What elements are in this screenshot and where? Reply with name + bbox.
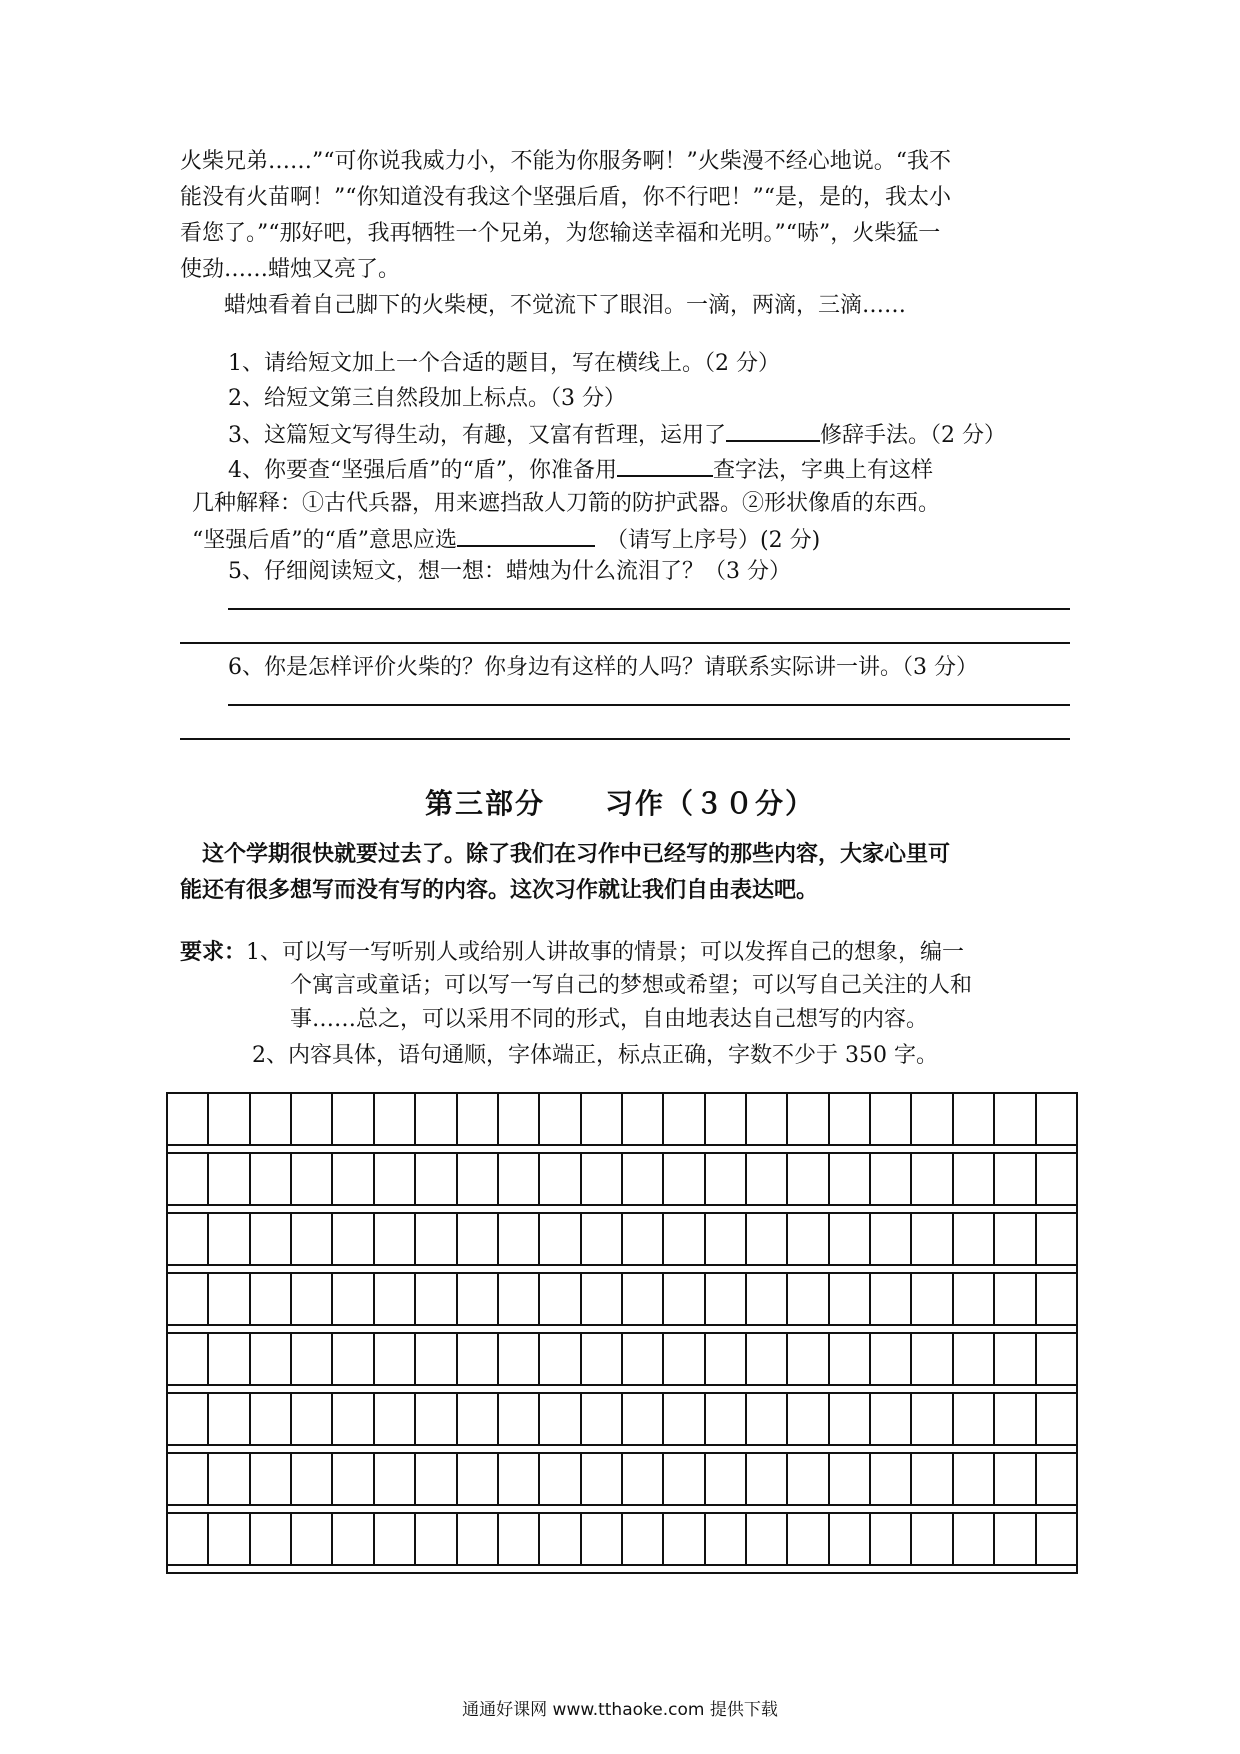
grid-cell[interactable] <box>1037 1514 1076 1564</box>
grid-cell[interactable] <box>251 1514 292 1564</box>
grid-row <box>166 1512 1078 1564</box>
grid-row <box>166 1092 1078 1144</box>
grid-cell[interactable] <box>292 1274 333 1324</box>
grid-cell[interactable] <box>954 1154 995 1204</box>
grid-cell[interactable] <box>830 1214 871 1264</box>
grid-cell[interactable] <box>209 1454 250 1504</box>
grid-cell[interactable] <box>954 1454 995 1504</box>
grid-cell[interactable] <box>582 1274 623 1324</box>
grid-row <box>166 1272 1078 1324</box>
grid-cell[interactable] <box>540 1514 581 1564</box>
grid-row-spacer <box>166 1324 1078 1332</box>
grid-cell[interactable] <box>995 1274 1036 1324</box>
grid-cell[interactable] <box>912 1274 953 1324</box>
story-line-3: 看您了。”“那好吧，我再牺牲一个兄弟，为您输送幸福和光明。”“哧”，火柴猛一 <box>180 221 941 246</box>
grid-cell[interactable] <box>499 1454 540 1504</box>
section-3-title: 第三部分 习作（３０分） <box>424 787 815 820</box>
grid-cell[interactable] <box>912 1454 953 1504</box>
grid-cell[interactable] <box>871 1094 912 1144</box>
grid-cell[interactable] <box>416 1214 457 1264</box>
grid-cell[interactable] <box>375 1334 416 1384</box>
requirement-2: 2、内容具体，语句通顺，字体端正，标点正确，字数不少于 350 字。 <box>252 1043 938 1068</box>
grid-cell[interactable] <box>251 1454 292 1504</box>
grid-cell[interactable] <box>747 1454 788 1504</box>
grid-cell[interactable] <box>912 1214 953 1264</box>
grid-cell[interactable] <box>333 1094 374 1144</box>
grid-cell[interactable] <box>458 1094 499 1144</box>
grid-cell[interactable] <box>292 1334 333 1384</box>
grid-cell[interactable] <box>871 1214 912 1264</box>
grid-row-spacer <box>166 1204 1078 1212</box>
grid-cell[interactable] <box>788 1394 829 1444</box>
grid-cell[interactable] <box>995 1154 1036 1204</box>
answer-blank-q3[interactable] <box>726 418 820 442</box>
grid-cell[interactable] <box>623 1094 664 1144</box>
grid-cell[interactable] <box>747 1274 788 1324</box>
grid-cell[interactable] <box>251 1334 292 1384</box>
grid-cell[interactable] <box>458 1514 499 1564</box>
grid-cell[interactable] <box>830 1514 871 1564</box>
grid-cell[interactable] <box>664 1334 705 1384</box>
question-5: 5、仔细阅读短文，想一想：蜡烛为什么流泪了？（3 分） <box>228 559 791 584</box>
grid-cell[interactable] <box>1037 1154 1076 1204</box>
grid-cell[interactable] <box>623 1334 664 1384</box>
grid-cell[interactable] <box>582 1514 623 1564</box>
grid-cell[interactable] <box>292 1154 333 1204</box>
grid-cell[interactable] <box>499 1154 540 1204</box>
grid-cell[interactable] <box>458 1154 499 1204</box>
grid-cell[interactable] <box>251 1274 292 1324</box>
grid-cell[interactable] <box>499 1094 540 1144</box>
question-4-tail: 查字法，字典上有这样 <box>713 458 934 483</box>
grid-cell[interactable] <box>540 1274 581 1324</box>
grid-cell[interactable] <box>416 1514 457 1564</box>
grid-cell[interactable] <box>623 1154 664 1204</box>
grid-cell[interactable] <box>664 1214 705 1264</box>
grid-cell[interactable] <box>292 1094 333 1144</box>
grid-cell[interactable] <box>871 1514 912 1564</box>
grid-cell[interactable] <box>540 1454 581 1504</box>
grid-cell[interactable] <box>706 1094 747 1144</box>
grid-cell[interactable] <box>871 1394 912 1444</box>
grid-cell[interactable] <box>499 1274 540 1324</box>
grid-cell[interactable] <box>623 1214 664 1264</box>
grid-cell[interactable] <box>416 1334 457 1384</box>
grid-cell[interactable] <box>954 1514 995 1564</box>
grid-cell[interactable] <box>747 1154 788 1204</box>
answer-line-q6-1[interactable] <box>228 704 1070 706</box>
grid-cell[interactable] <box>706 1334 747 1384</box>
grid-cell[interactable] <box>499 1394 540 1444</box>
answer-line-q6-2[interactable] <box>180 738 1070 740</box>
answer-line-q5-1[interactable] <box>228 608 1070 610</box>
grid-cell[interactable] <box>706 1514 747 1564</box>
grid-cell[interactable] <box>664 1274 705 1324</box>
grid-cell[interactable] <box>540 1094 581 1144</box>
grid-cell[interactable] <box>954 1274 995 1324</box>
grid-cell[interactable] <box>830 1274 871 1324</box>
grid-row-spacer <box>166 1264 1078 1272</box>
grid-cell[interactable] <box>830 1454 871 1504</box>
grid-cell[interactable] <box>375 1274 416 1324</box>
story-line-4: 使劲……蜡烛又亮了。 <box>180 257 401 282</box>
grid-cell[interactable] <box>664 1094 705 1144</box>
grid-cell[interactable] <box>664 1514 705 1564</box>
grid-cell[interactable] <box>540 1334 581 1384</box>
grid-cell[interactable] <box>209 1514 250 1564</box>
grid-cell[interactable] <box>209 1274 250 1324</box>
writing-intro-line-2: 能还有很多想写而没有写的内容。这次习作就让我们自由表达吧。 <box>180 877 819 903</box>
grid-cell[interactable] <box>333 1394 374 1444</box>
requirement-1-line-2: 个寓言或童话；可以写一写自己的梦想或希望；可以写自己关注的人和 <box>290 973 973 998</box>
grid-cell[interactable] <box>582 1094 623 1144</box>
grid-cell[interactable] <box>582 1394 623 1444</box>
grid-cell[interactable] <box>788 1514 829 1564</box>
grid-cell[interactable] <box>333 1454 374 1504</box>
grid-cell[interactable] <box>912 1394 953 1444</box>
grid-cell[interactable] <box>995 1394 1036 1444</box>
grid-cell[interactable] <box>168 1514 209 1564</box>
grid-row <box>166 1452 1078 1504</box>
question-3 <box>228 418 1006 452</box>
grid-cell[interactable] <box>871 1454 912 1504</box>
grid-cell[interactable] <box>706 1154 747 1204</box>
grid-cell[interactable] <box>623 1394 664 1444</box>
grid-cell[interactable] <box>1037 1274 1076 1324</box>
grid-cell[interactable] <box>582 1214 623 1264</box>
grid-cell[interactable] <box>664 1394 705 1444</box>
grid-cell[interactable] <box>540 1394 581 1444</box>
grid-cell[interactable] <box>333 1514 374 1564</box>
grid-cell[interactable] <box>499 1334 540 1384</box>
requirement-1-line-1: 1、可以写一写听别人或给别人讲故事的情景；可以发挥自己的想象，编一 <box>246 940 965 965</box>
grid-cell[interactable] <box>788 1154 829 1204</box>
grid-cell[interactable] <box>995 1214 1036 1264</box>
grid-cell[interactable] <box>375 1454 416 1504</box>
grid-cell[interactable] <box>788 1214 829 1264</box>
grid-cell[interactable] <box>995 1514 1036 1564</box>
grid-cell[interactable] <box>912 1514 953 1564</box>
grid-cell[interactable] <box>788 1334 829 1384</box>
grid-cell[interactable] <box>209 1334 250 1384</box>
grid-cell[interactable] <box>375 1514 416 1564</box>
grid-cell[interactable] <box>912 1334 953 1384</box>
grid-cell[interactable] <box>582 1454 623 1504</box>
grid-cell[interactable] <box>416 1094 457 1144</box>
answer-blank-q4-meaning[interactable] <box>457 523 595 547</box>
question-4-line-3 <box>192 523 820 557</box>
grid-cell[interactable] <box>706 1394 747 1444</box>
grid-row <box>166 1212 1078 1264</box>
grid-cell[interactable] <box>168 1394 209 1444</box>
grid-cell[interactable] <box>1037 1394 1076 1444</box>
grid-row <box>166 1392 1078 1444</box>
grid-cell[interactable] <box>830 1154 871 1204</box>
grid-cell[interactable] <box>706 1214 747 1264</box>
grid-cell[interactable] <box>1037 1334 1076 1384</box>
grid-cell[interactable] <box>582 1334 623 1384</box>
grid-cell[interactable] <box>333 1214 374 1264</box>
grid-cell[interactable] <box>540 1154 581 1204</box>
grid-cell[interactable] <box>209 1394 250 1444</box>
question-4-line-2: 几种解释：①古代兵器，用来遮挡敌人刀箭的防护武器。②形状像盾的东西。 <box>192 491 941 516</box>
grid-cell[interactable] <box>209 1094 250 1144</box>
grid-cell[interactable] <box>747 1514 788 1564</box>
grid-cell[interactable] <box>292 1394 333 1444</box>
grid-cell[interactable] <box>623 1274 664 1324</box>
grid-cell[interactable] <box>458 1214 499 1264</box>
grid-cell[interactable] <box>209 1214 250 1264</box>
grid-cell[interactable] <box>830 1394 871 1444</box>
grid-cell[interactable] <box>1037 1094 1076 1144</box>
grid-row <box>166 1152 1078 1204</box>
grid-cell[interactable] <box>458 1454 499 1504</box>
grid-cell[interactable] <box>747 1394 788 1444</box>
grid-row-spacer <box>166 1504 1078 1512</box>
grid-cell[interactable] <box>292 1514 333 1564</box>
grid-cell[interactable] <box>1037 1214 1076 1264</box>
grid-cell[interactable] <box>912 1154 953 1204</box>
grid-cell[interactable] <box>458 1334 499 1384</box>
grid-cell[interactable] <box>416 1394 457 1444</box>
grid-cell[interactable] <box>995 1334 1036 1384</box>
story-line-2: 能没有火苗啊！”“你知道没有我这个坚强后盾，你不行吧！”“是，是的，我太小 <box>180 185 951 210</box>
grid-cell[interactable] <box>954 1094 995 1144</box>
grid-cell[interactable] <box>706 1454 747 1504</box>
grid-cell[interactable] <box>251 1154 292 1204</box>
grid-cell[interactable] <box>251 1094 292 1144</box>
grid-cell[interactable] <box>830 1094 871 1144</box>
grid-cell[interactable] <box>416 1274 457 1324</box>
grid-row-spacer <box>166 1384 1078 1392</box>
grid-cell[interactable] <box>251 1394 292 1444</box>
grid-cell[interactable] <box>375 1094 416 1144</box>
grid-cell[interactable] <box>251 1214 292 1264</box>
question-4-text: 4、你要查“坚强后盾”的“盾”，你准备用 <box>228 458 617 483</box>
grid-cell[interactable] <box>458 1274 499 1324</box>
question-3-tail: 修辞手法。（2 分） <box>820 423 1006 448</box>
question-6: 6、你是怎样评价火柴的？你身边有这样的人吗？请联系实际讲一讲。（3 分） <box>228 655 978 680</box>
grid-cell[interactable] <box>458 1394 499 1444</box>
grid-cell[interactable] <box>168 1154 209 1204</box>
grid-cell[interactable] <box>375 1214 416 1264</box>
grid-cell[interactable] <box>168 1094 209 1144</box>
answer-blank-q4-method[interactable] <box>617 453 713 477</box>
grid-cell[interactable] <box>292 1214 333 1264</box>
grid-cell[interactable] <box>499 1214 540 1264</box>
grid-cell[interactable] <box>788 1094 829 1144</box>
requirement-1-line-3: 事……总之，可以采用不同的形式，自由地表达自己想写的内容。 <box>290 1007 929 1032</box>
grid-cell[interactable] <box>871 1154 912 1204</box>
grid-cell[interactable] <box>664 1154 705 1204</box>
story-line-5: 蜡烛看着自己脚下的火柴梗，不觉流下了眼泪。一滴，两滴，三滴…… <box>180 293 907 318</box>
grid-cell[interactable] <box>664 1454 705 1504</box>
grid-cell[interactable] <box>168 1334 209 1384</box>
requirements-label: 要求： <box>180 939 247 965</box>
grid-cell[interactable] <box>416 1154 457 1204</box>
grid-cell[interactable] <box>499 1514 540 1564</box>
question-3-text: 3、这篇短文写得生动，有趣，又富有哲理，运用了 <box>228 423 726 448</box>
grid-cell[interactable] <box>995 1094 1036 1144</box>
story-line-1: 火柴兄弟……”“可你说我威力小，不能为你服务啊！”火柴漫不经心地说。“我不 <box>180 149 951 174</box>
question-2: 2、给短文第三自然段加上标点。（3 分） <box>228 386 626 411</box>
grid-cell[interactable] <box>954 1214 995 1264</box>
grid-cell[interactable] <box>995 1454 1036 1504</box>
grid-cell[interactable] <box>788 1454 829 1504</box>
grid-cell[interactable] <box>292 1454 333 1504</box>
grid-cell[interactable] <box>954 1334 995 1384</box>
grid-row-spacer <box>166 1444 1078 1452</box>
writing-intro-line-1: 这个学期很快就要过去了。除了我们在习作中已经写的那些内容，大家心里可 <box>180 841 951 867</box>
grid-cell[interactable] <box>871 1274 912 1324</box>
answer-line-q5-2[interactable] <box>180 642 1070 644</box>
grid-cell[interactable] <box>747 1214 788 1264</box>
grid-cell[interactable] <box>375 1154 416 1204</box>
grid-cell[interactable] <box>871 1334 912 1384</box>
question-1: 1、请给短文加上一个合适的题目，写在横线上。（2 分） <box>228 351 780 376</box>
grid-row <box>166 1332 1078 1384</box>
grid-cell[interactable] <box>333 1154 374 1204</box>
grid-cell[interactable] <box>623 1454 664 1504</box>
requirements-line-1 <box>180 936 964 969</box>
grid-cell[interactable] <box>747 1094 788 1144</box>
grid-cell[interactable] <box>706 1274 747 1324</box>
grid-cell[interactable] <box>954 1394 995 1444</box>
grid-cell[interactable] <box>333 1274 374 1324</box>
grid-cell[interactable] <box>582 1154 623 1204</box>
footer-source: 通通好课网 www.tthaoke.com 提供下载 <box>462 1700 778 1720</box>
grid-cell[interactable] <box>168 1214 209 1264</box>
grid-cell[interactable] <box>623 1514 664 1564</box>
grid-cell[interactable] <box>1037 1454 1076 1504</box>
grid-cell[interactable] <box>168 1454 209 1504</box>
grid-cell[interactable] <box>788 1274 829 1324</box>
grid-cell[interactable] <box>747 1334 788 1384</box>
grid-row-spacer <box>166 1144 1078 1152</box>
grid-cell[interactable] <box>416 1454 457 1504</box>
question-4-line-3-tail: （请写上序号）(2 分) <box>617 528 821 553</box>
grid-cell[interactable] <box>912 1094 953 1144</box>
grid-cell[interactable] <box>830 1334 871 1384</box>
grid-cell[interactable] <box>540 1214 581 1264</box>
question-4 <box>228 453 933 487</box>
question-4-line-3-text: “坚强后盾”的“盾”意思应选 <box>192 528 457 553</box>
grid-cell[interactable] <box>375 1394 416 1444</box>
grid-cell[interactable] <box>168 1274 209 1324</box>
writing-grid[interactable] <box>166 1092 1078 1574</box>
grid-cell[interactable] <box>333 1334 374 1384</box>
grid-cell[interactable] <box>209 1154 250 1204</box>
grid-row-spacer <box>166 1564 1078 1574</box>
